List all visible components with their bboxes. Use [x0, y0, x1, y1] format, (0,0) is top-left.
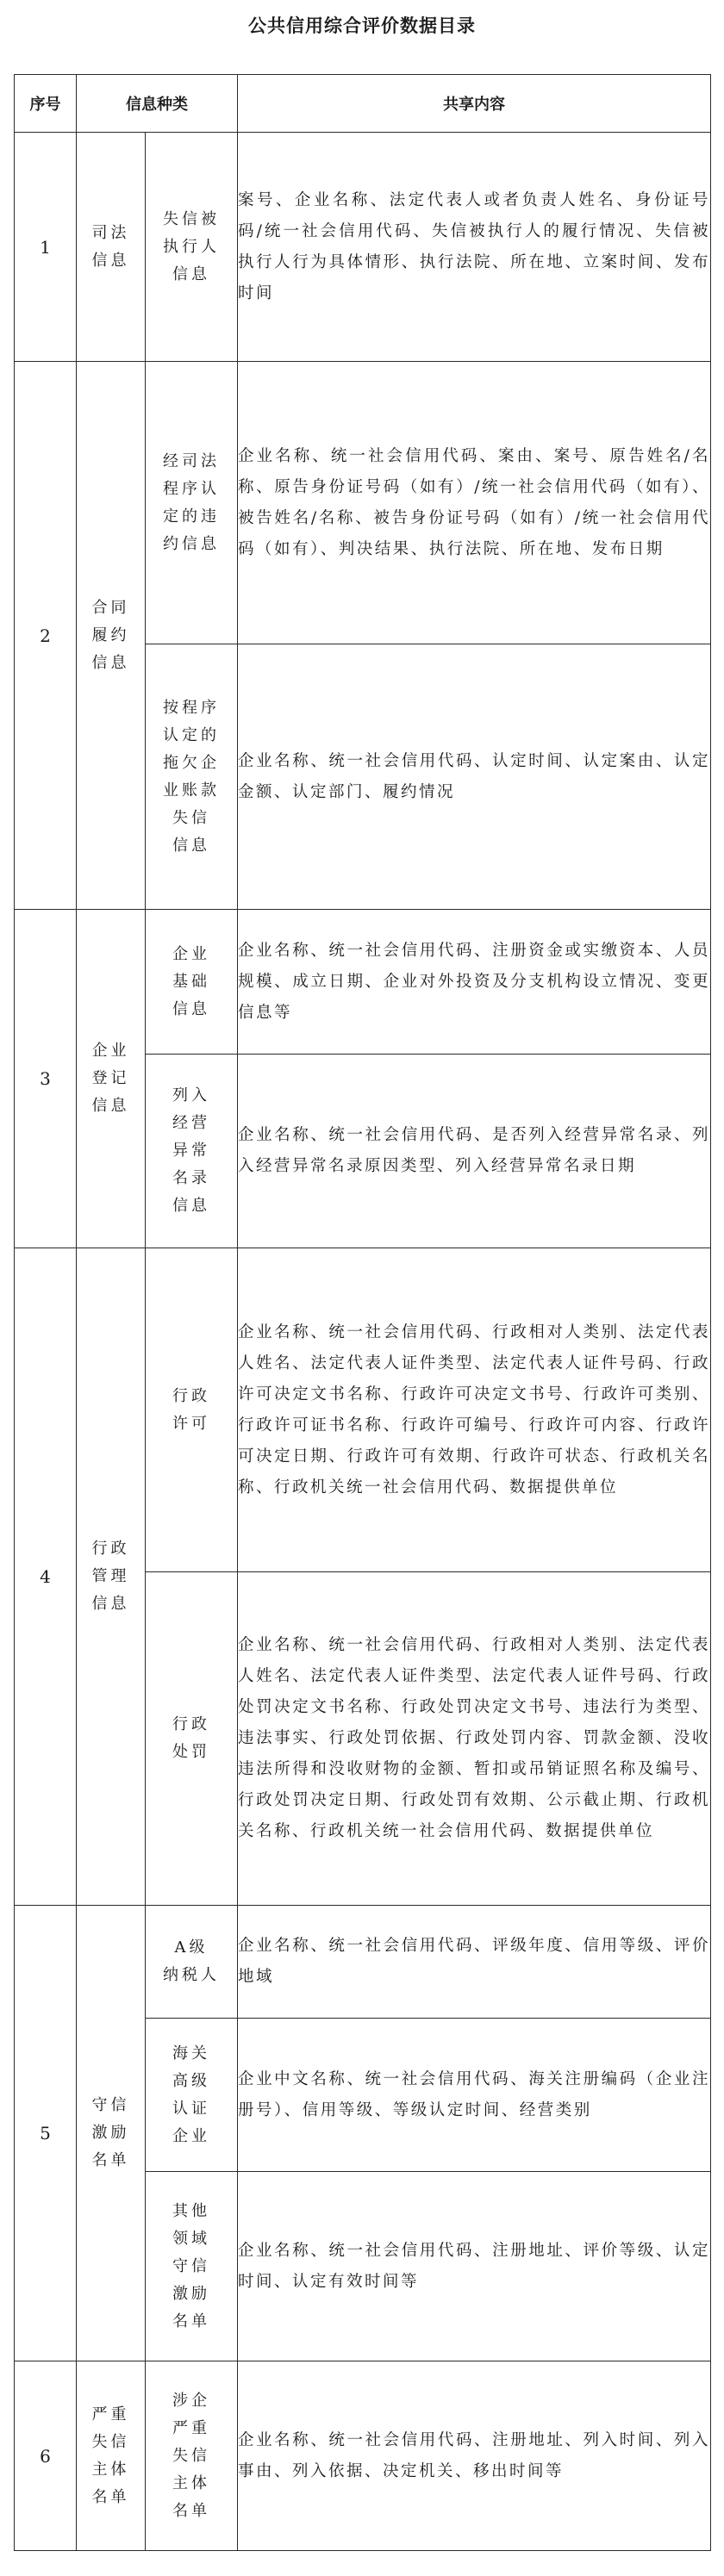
content-cell: 企业名称、统一社会信用代码、是否列入经营异常名录、列入经营异常名录原因类型、列入经营异常名录日期: [238, 1055, 711, 1248]
label-line: 信息: [172, 1197, 210, 1215]
label-line: 守信: [172, 2256, 210, 2275]
label-line: 高级: [172, 2071, 210, 2090]
label-line: A级: [174, 1938, 209, 1957]
label-line: 企业: [91, 1042, 130, 1060]
label-line: 执行人: [163, 237, 220, 256]
label-line: 履约: [91, 625, 130, 644]
label-line: 业账款: [163, 781, 220, 800]
row-number: 4: [15, 1248, 77, 1906]
row-number: 2: [15, 362, 77, 910]
label-line: 名单: [91, 2487, 130, 2506]
content-cell: 企业名称、统一社会信用代码、行政相对人类别、法定代表人姓名、法定代表人证件类型、法定代表人证件号码、行政许可决定文书名称、行政许可决定文书号、行政许可类别、行政许可证书名称、行政许可编号、行政许可内容、行政许可决定日期、行政许可有效期、行政许可状态、行政机关名称、行政机关统一社会信用代码、数据提供单位: [238, 1248, 711, 1572]
label-line: 认证: [172, 2099, 210, 2118]
label-line: 信息: [172, 836, 210, 855]
label-line: 严重: [91, 2405, 130, 2424]
category-cell: [77, 1248, 146, 1906]
subcategory-cell: [146, 133, 238, 362]
label-line: 激励: [91, 2124, 130, 2142]
label-line: 主体: [91, 2460, 130, 2479]
subcategory-cell: [146, 1248, 238, 1572]
table-row: [15, 1906, 711, 2019]
subcategory-cell: [146, 1055, 238, 1248]
label-line: 许可: [172, 1414, 210, 1433]
label-line: 行政: [91, 1540, 130, 1558]
label-line: 信息: [91, 653, 130, 672]
label-line: 失信: [91, 2432, 130, 2451]
content-cell: 企业名称、统一社会信用代码、认定时间、认定案由、认定金额、认定部门、履约情况: [238, 644, 711, 910]
label-line: 拖欠企: [163, 753, 220, 772]
table-row: [15, 910, 711, 1055]
content-cell: 企业名称、统一社会信用代码、注册资金或实缴资本、人员规模、成立日期、企业对外投资及分支机构设立情况、变更信息等: [238, 910, 711, 1055]
label-line: 定的违: [163, 507, 220, 526]
label-line: 失信: [172, 2446, 210, 2465]
content-cell: 案号、企业名称、法定代表人或者负责人姓名、身份证号码/统一社会信用代码、失信被执行人的履行情况、失信被执行人行为具体情形、执行法院、所在地、立案时间、发布时间: [238, 133, 711, 362]
label-line: 信息: [91, 1097, 130, 1115]
subcategory-cell: [146, 362, 238, 644]
label-line: 领域: [172, 2229, 210, 2248]
subcategory-cell: [146, 2172, 238, 2361]
catalog-table: [14, 74, 711, 2551]
label-line: 激励: [172, 2284, 210, 2303]
subcategory-cell: [146, 1572, 238, 1906]
label-line: 司法: [91, 223, 130, 242]
label-line: 行政: [172, 1715, 210, 1733]
label-line: 约信息: [163, 534, 220, 553]
label-line: 严重: [172, 2418, 210, 2437]
subcategory-cell: [146, 910, 238, 1055]
label-line: 行政: [172, 1386, 210, 1405]
subcategory-cell: [146, 644, 238, 910]
label-line: 信息: [91, 251, 130, 270]
label-line: 名单: [172, 2312, 210, 2330]
label-line: 失信: [172, 808, 210, 827]
content-cell: 企业名称、统一社会信用代码、注册地址、列入时间、列入事由、列入依据、决定机关、移出时间等: [238, 2361, 711, 2551]
label-line: 按程序: [163, 698, 220, 717]
table-row: [15, 133, 711, 362]
label-line: 主体: [172, 2473, 210, 2492]
content-cell: 企业中文名称、统一社会信用代码、海关注册编码（企业注册号）、信用等级、等级认定时间、经营类别: [238, 2019, 711, 2172]
content-cell: 企业名称、统一社会信用代码、注册地址、评价等级、认定时间、认定有效时间等: [238, 2172, 711, 2361]
page-title: 公共信用综合评价数据目录: [248, 15, 476, 36]
subcategory-cell: [146, 2019, 238, 2172]
subcategory-cell: [146, 2361, 238, 2551]
label-line: 纳税人: [163, 1966, 220, 1984]
header-type: 信息种类: [77, 75, 238, 133]
label-line: 经司法: [163, 451, 220, 470]
table-row: [15, 1248, 711, 1572]
label-line: 认定的: [163, 725, 220, 744]
row-number: 6: [15, 2361, 77, 2551]
header-no: 序号: [15, 75, 77, 133]
label-line: 企业: [172, 2126, 210, 2145]
category-cell: [77, 1906, 146, 2361]
category-cell: [77, 362, 146, 910]
content-cell: 企业名称、统一社会信用代码、行政相对人类别、法定代表人姓名、法定代表人证件类型、法定代表人证件号码、行政处罚决定文书名称、行政处罚决定文书号、违法行为类型、违法事实、行政处罚依据、行政处罚内容、罚款金额、没收违法所得和没收财物的金额、暂扣或吊销证照名称及编号、行政处罚决定日期、行政处罚有效期、公示截止期、行政机关名称、行政机关统一社会信用代码、数据提供单位: [238, 1572, 711, 1906]
label-line: 异常: [172, 1142, 210, 1160]
label-line: 失信被: [163, 209, 220, 228]
label-line: 经营: [172, 1114, 210, 1132]
label-line: 海关: [172, 2044, 210, 2063]
label-line: 名录: [172, 1169, 210, 1187]
label-line: 列入: [172, 1086, 210, 1104]
label-line: 信息: [91, 1595, 130, 1613]
label-line: 企业: [172, 944, 210, 963]
label-line: 涉企: [172, 2391, 210, 2410]
label-line: 其他: [172, 2201, 210, 2220]
label-line: 名单: [91, 2151, 130, 2169]
row-number: 5: [15, 1906, 77, 2361]
subcategory-cell: [146, 1906, 238, 2019]
table-row: [15, 2361, 711, 2551]
label-line: 信息: [172, 264, 210, 283]
label-line: 程序认: [163, 479, 220, 498]
table-row: [15, 362, 711, 644]
label-line: 处罚: [172, 1743, 210, 1761]
category-cell: [77, 133, 146, 362]
label-line: 守信: [91, 2096, 130, 2114]
category-cell: [77, 2361, 146, 2551]
header-content: 共享内容: [238, 75, 711, 133]
label-line: 基础: [172, 972, 210, 991]
header-row: [15, 75, 711, 133]
row-number: 3: [15, 910, 77, 1248]
label-line: 管理: [91, 1567, 130, 1585]
content-cell: 企业名称、统一社会信用代码、评级年度、信用等级、评价地域: [238, 1906, 711, 2019]
row-number: 1: [15, 133, 77, 362]
label-line: 名单: [172, 2501, 210, 2520]
label-line: 合同: [91, 598, 130, 617]
content-cell: 企业名称、统一社会信用代码、案由、案号、原告姓名/名称、原告身份证号码（如有）/统一社会信用代码（如有）、被告姓名/名称、被告身份证号码（如有）/统一社会信用代码（如有）、判决结果、执行法院、所在地、发布日期: [238, 362, 711, 644]
label-line: 登记: [91, 1069, 130, 1087]
label-line: 信息: [172, 999, 210, 1018]
category-cell: [77, 910, 146, 1248]
